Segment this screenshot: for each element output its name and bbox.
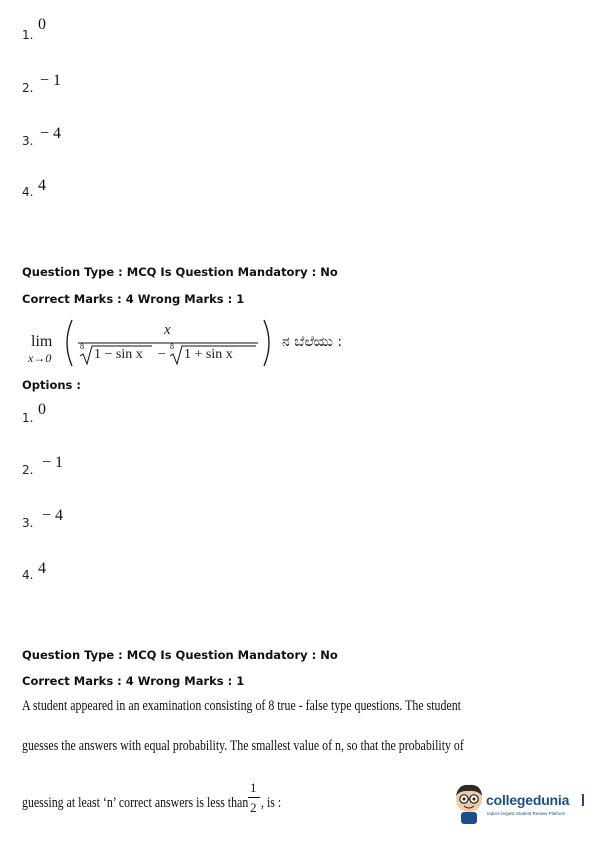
question-meta-type: Question Type : MCQ Is Question Mandatory : No bbox=[22, 265, 338, 279]
fraction-numerator: 1 bbox=[250, 780, 257, 795]
mascot-icon bbox=[452, 782, 486, 826]
minus-sign: − bbox=[158, 347, 166, 362]
logo-tagline: India's largest Student Review Platform bbox=[487, 811, 566, 816]
radicand-1: 1 − sin x bbox=[94, 347, 143, 362]
option-value: 4 bbox=[38, 177, 46, 194]
fraction-line bbox=[248, 797, 260, 798]
options-label: Options : bbox=[22, 378, 81, 392]
numerator: x bbox=[164, 322, 171, 338]
question-text-line-3: guessing at least ‘n’ correct answers is less than bbox=[22, 795, 249, 811]
option-number: 1. bbox=[22, 28, 34, 42]
logo-wordmark: collegedunia bbox=[486, 792, 570, 808]
fraction-denominator: 2 bbox=[250, 800, 257, 815]
question-text-line-2: guesses the answers with equal probability. The smallest value of n, so that the probability of bbox=[22, 738, 464, 754]
option-number: 3. bbox=[22, 516, 34, 530]
left-paren bbox=[67, 320, 72, 366]
formula-graphics bbox=[62, 316, 292, 372]
option-value: 0 bbox=[38, 401, 46, 418]
question-text-line-3-end: , is : bbox=[261, 795, 282, 811]
option-number: 1. bbox=[22, 411, 34, 425]
right-paren bbox=[264, 320, 269, 366]
collegedunia-logo bbox=[452, 782, 588, 828]
option-number: 4. bbox=[22, 185, 34, 199]
root-index-1: 8 bbox=[80, 342, 84, 351]
option-number: 4. bbox=[22, 568, 34, 582]
option-value: − 4 bbox=[42, 507, 64, 524]
option-value: 0 bbox=[38, 16, 46, 33]
option-value: − 4 bbox=[40, 125, 62, 142]
lim-text: lim bbox=[31, 333, 53, 350]
option-number: 2. bbox=[22, 81, 34, 95]
question-text-line-1: A student appeared in an examination consisting of 8 true - false type questions. The student bbox=[22, 698, 461, 714]
logo-bar bbox=[582, 794, 584, 806]
option-value: 4 bbox=[38, 560, 46, 577]
option-number: 3. bbox=[22, 134, 34, 148]
root-index-2: 8 bbox=[170, 342, 174, 351]
lim-subscript: x→0 bbox=[28, 351, 52, 365]
option-number: 2. bbox=[22, 463, 34, 477]
option-value: − 1 bbox=[40, 72, 62, 89]
question-meta-marks: Correct Marks : 4 Wrong Marks : 1 bbox=[22, 674, 245, 688]
option-value: − 1 bbox=[42, 454, 64, 471]
question-meta-marks: Correct Marks : 4 Wrong Marks : 1 bbox=[22, 292, 245, 306]
radicand-2: 1 + sin x bbox=[184, 347, 233, 362]
question-meta-type: Question Type : MCQ Is Question Mandatory : No bbox=[22, 648, 338, 662]
kannada-text: ನ ಬೆಲೆಯು : bbox=[282, 334, 343, 350]
